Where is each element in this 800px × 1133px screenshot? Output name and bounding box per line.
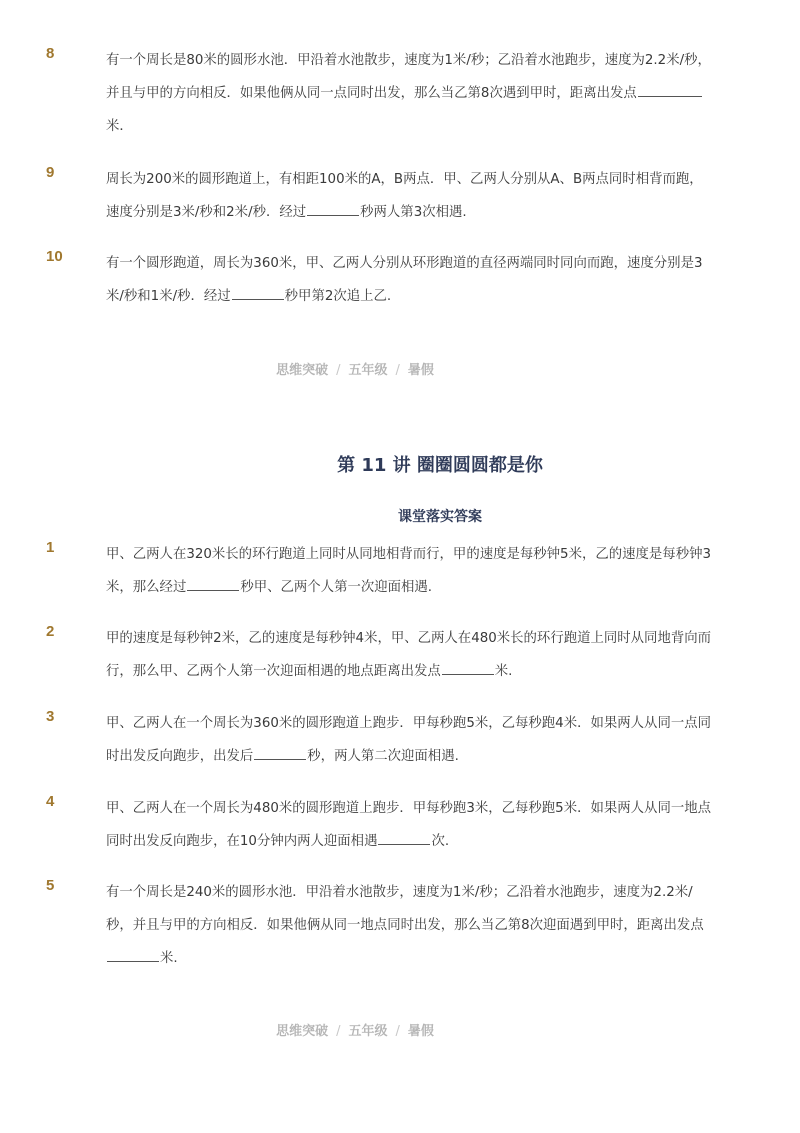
section-title: 课堂落实答案 bbox=[398, 509, 482, 525]
question-text: 甲的速度是每秒钟2米，乙的速度是每秒钟4米，甲、乙两人在480米长的环行跑道上同时从同地背向而行，那么甲、乙两个人第一次迎面相遇的地点距离出发点 米. bbox=[106, 631, 712, 679]
answer-blank[interactable] bbox=[378, 843, 430, 845]
answer-blank[interactable] bbox=[107, 960, 159, 962]
question-number: 4 bbox=[46, 793, 55, 810]
answer-blank[interactable] bbox=[187, 589, 239, 591]
question-text: 甲、乙两人在一个周长为360米的圆形跑道上跑步．甲每秒跑5米，乙每秒跑4米．如果两人从同一点同时出发反向跑步，出发后 秒，两人第二次迎面相遇. bbox=[106, 716, 712, 764]
question-number: 5 bbox=[46, 877, 55, 894]
answer-blank[interactable] bbox=[254, 758, 306, 760]
question-number: 10 bbox=[46, 248, 63, 265]
question-text: 甲、乙两人在一个周长为480米的圆形跑道上跑步．甲每秒跑3米，乙每秒跑5米．如果两人从同一地点同时出发反向跑步，在10分钟内两人迎面相遇 次. bbox=[106, 801, 712, 849]
question-text: 甲、乙两人在320米长的环行跑道上同时从同地相背而行，甲的速度是每秒钟5米，乙的速度是每秒钟3米，那么经过 秒甲、乙两个人第一次迎面相遇. bbox=[106, 547, 712, 595]
question-text: 有一个周长是240米的圆形水池．甲沿着水池散步，速度为1米/秒；乙沿着水池跑步，速度为2.2米/秒，并且与甲的方向相反．如果他俩从同一地点同时出发，那么当乙第8次迎面遇到甲时，距离出发点米. bbox=[106, 885, 704, 966]
answer-blank[interactable] bbox=[307, 214, 359, 216]
question-number: 8 bbox=[46, 45, 55, 62]
answer-blank[interactable] bbox=[638, 95, 702, 97]
question-text: 有一个圆形跑道，周长为360米，甲、乙两人分别从环形跑道的直径两端同时同向而跑，速度分别是3米/秒和1米/秒．经过 秒甲第2次追上乙. bbox=[106, 256, 703, 304]
answer-blank[interactable] bbox=[232, 298, 284, 300]
answer-blank[interactable] bbox=[442, 673, 494, 675]
question-number: 9 bbox=[46, 164, 55, 181]
question-text: 有一个周长是80米的圆形水池．甲沿着水池散步，速度为1米/秒；乙沿着水池跑步，速度为2.2米/秒，并且与甲的方向相反．如果他俩从同一点同时出发，那么当乙第8次遇到甲时，距离出发点米． bbox=[106, 53, 711, 134]
question-number: 2 bbox=[46, 623, 55, 640]
page-footer: 思维突破 / 五年级 / 暑假 bbox=[276, 363, 434, 378]
question-text: 周长为200米的圆形跑道上，有相距100米的A，B两点．甲、乙两人分别从A、B两点同时相背而跑，速度分别是3米/秒和2米/秒．经过 秒两人第3次相遇. bbox=[106, 172, 703, 220]
lesson-title: 第 11 讲 圈圈圆圆都是你 bbox=[337, 455, 543, 476]
question-number: 3 bbox=[46, 708, 55, 725]
page-footer: 思维突破 / 五年级 / 暑假 bbox=[276, 1024, 434, 1039]
question-number: 1 bbox=[46, 539, 55, 556]
